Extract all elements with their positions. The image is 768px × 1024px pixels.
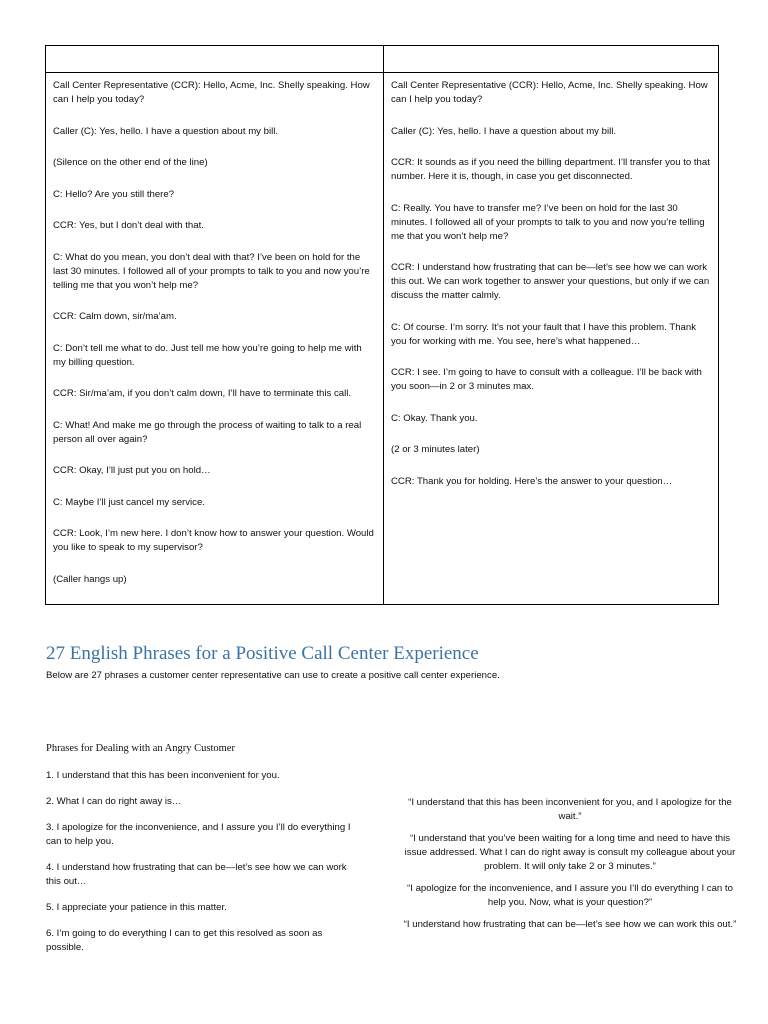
- dialogue-line: CCR: Calm down, sir/ma’am.: [53, 311, 177, 322]
- dialogue-line: CCR: I understand how frustrating that can be—let’s see how we can work this out. We can work together to answer your questions, but only if we can discuss the matter calmly.: [391, 262, 710, 301]
- example-quote: “I understand how frustrating that can be—let’s see how we can work this out.”: [403, 919, 737, 930]
- dialogue-line: C: Okay. Thank you.: [391, 412, 478, 424]
- header-cell-right: [384, 46, 719, 73]
- dialogue-line: CCR: Thank you for holding. Here’s the answer to your question…: [391, 475, 673, 487]
- right-dialogue: [384, 73, 718, 489]
- intro-text: Below are 27 phrases a customer center representative can use to create a positive call center experience.: [46, 670, 500, 681]
- subsection-heading: Phrases for Dealing with an Angry Customer: [46, 743, 235, 754]
- dialogue-cell-right: [384, 73, 719, 605]
- header-cell-left: [46, 46, 384, 73]
- example-quote: “I understand that this has been inconvenient for you, and I apologize for the wait.”: [408, 797, 732, 822]
- example-quotes: [400, 796, 740, 940]
- table-body-row: [46, 73, 719, 605]
- dialogue-line: CCR: Look, I’m new here. I don’t know how to answer your question. Would you like to speak to my supervisor?: [53, 528, 374, 553]
- dialogue-line: CCR: Yes, but I don’t deal with that.: [53, 220, 204, 231]
- dialogue-line: CCR: Okay, I’ll just put you on hold…: [53, 465, 211, 476]
- dialogue-line: Caller (C): Yes, hello. I have a question about my bill.: [53, 125, 279, 137]
- dialogue-cell-left: [46, 73, 384, 605]
- dialogue-line: CCR: I see. I’m going to have to consult with a colleague. I’ll be back with you soon—in 2 or 3 minutes max.: [391, 367, 702, 392]
- left-dialogue: [46, 73, 383, 587]
- dialogue-line: C: Hello? Are you still there?: [53, 188, 175, 200]
- dialogue-line: Call Center Representative (CCR): Hello, Acme, Inc. Shelly speaking. How can I help you today?: [53, 80, 370, 105]
- phrase-item: 5. I appreciate your patience in this matter.: [46, 902, 227, 913]
- dialogue-line: C: Maybe I’ll just cancel my service.: [53, 496, 205, 508]
- dialogue-line: (Caller hangs up): [53, 573, 127, 585]
- dialogue-table: [45, 45, 719, 605]
- dialogue-line: C: What! And make me go through the process of waiting to talk to a real person all over again?: [53, 419, 362, 445]
- dialogue-line: Caller (C): Yes, hello. I have a question about my bill.: [391, 125, 617, 137]
- dialogue-line: CCR: Sir/ma’am, if you don’t calm down, I’ll have to terminate this call.: [53, 388, 352, 399]
- dialogue-line: C: Really. You have to transfer me? I’ve been on hold for the last 30 minutes. I followed all of your prompts to talk to you and now you’re telling me that you won’t help me?: [391, 202, 705, 242]
- example-quote: “I apologize for the inconvenience, and I assure you I’ll do everything I can to help you. Now, what is your question?”: [407, 883, 733, 908]
- phrase-list: [46, 769, 356, 967]
- table-header-row: [46, 46, 719, 73]
- dialogue-line: (Silence on the other end of the line): [53, 157, 208, 168]
- dialogue-line: C: Of course. I’m sorry. It’s not your fault that I have this problem. Thank you for working with me. You see, here’s what happened…: [391, 321, 696, 347]
- dialogue-line: (2 or 3 minutes later): [391, 444, 480, 455]
- dialogue-line: Call Center Representative (CCR): Hello, Acme, Inc. Shelly speaking. How can I help you today?: [391, 80, 708, 105]
- example-quote: “I understand that you’ve been waiting for a long time and need to have this issue addressed. What I can do right away is consult my colleague about your problem. It will only take 2 or 3 minutes.”: [404, 833, 736, 872]
- phrase-item: 2. What I can do right away is…: [46, 796, 182, 807]
- section-heading: 27 English Phrases for a Positive Call Center Experience: [46, 643, 479, 664]
- phrase-item: 1. I understand that this has been inconvenient for you.: [46, 770, 280, 781]
- dialogue-line: CCR: It sounds as if you need the billing department. I’ll transfer you to that number. Here it is, though, in case you get disconnected.: [391, 157, 710, 182]
- phrase-item: 6. I’m going to do everything I can to get this resolved as soon as possible.: [46, 928, 323, 953]
- phrase-item: 4. I understand how frustrating that can be—let’s see how we can work this out…: [46, 862, 347, 887]
- dialogue-line: C: What do you mean, you don’t deal with that? I’ve been on hold for the last 30 minutes. I followed all of your prompts to talk to you and now you’re telling me that you won’t help me?: [53, 251, 370, 291]
- dialogue-line: C: Don’t tell me what to do. Just tell me how you’re going to help me with my billing question.: [53, 342, 362, 368]
- phrase-item: 3. I apologize for the inconvenience, and I assure you I’ll do everything I can to help you.: [46, 822, 351, 847]
